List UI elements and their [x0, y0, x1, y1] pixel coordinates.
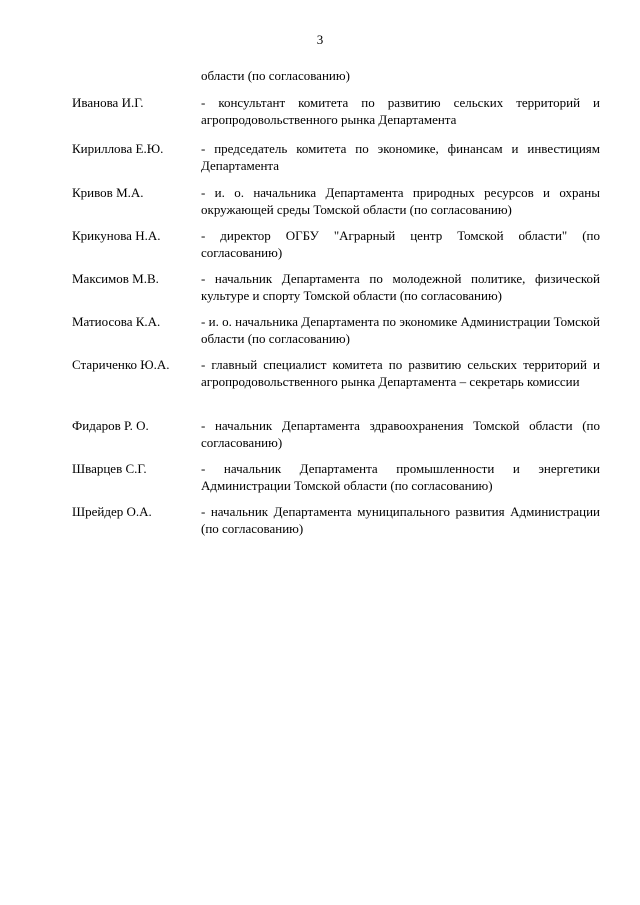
member-row [72, 140, 600, 184]
member-role: - начальник Департамента муниципального развития Администрации (по согласованию) [201, 504, 600, 536]
member-name: Шварцев С.Г. [72, 461, 147, 476]
member-row [72, 417, 600, 460]
member-role: - начальник Департамента здравоохранения Томской области (по согласованию) [201, 418, 600, 450]
member-name: Матиосова К.А. [72, 314, 161, 329]
member-name: Максимов М.В. [72, 271, 159, 286]
member-role: - директор ОГБУ "Аграрный центр Томской области" (по согласованию) [201, 228, 600, 260]
page-number: 3 [316, 32, 324, 47]
member-row [72, 94, 600, 140]
member-name: Иванова И.Г. [72, 95, 144, 110]
member-name: Кривов М.А. [72, 185, 144, 200]
member-role: - и. о. начальника Департамента по экономике Администрации Томской области (по согласованию) [201, 314, 600, 346]
member-row [72, 184, 600, 227]
member-row [72, 270, 600, 313]
member-name: Стариченко Ю.А. [72, 357, 170, 372]
member-role: - начальник Департамента по молодежной политике, физической культуре и спорту Томской области (по согласованию) [201, 271, 600, 303]
member-row [72, 460, 600, 503]
member-name: Фидаров Р. О. [72, 418, 149, 433]
member-role: - начальник Департамента промышленности и энергетики Администрации Томской области (по согласованию) [201, 461, 600, 493]
member-name: Кириллова Е.Ю. [72, 141, 164, 156]
member-row [72, 503, 600, 546]
member-row [72, 313, 600, 356]
member-role: - председатель комитета по экономике, финансам и инвестициям Департамента [201, 141, 600, 173]
member-name: Крикунова Н.А. [72, 228, 161, 243]
member-role: - консультант комитета по развитию сельских территорий и агропродовольственного рынка Департамента [201, 95, 600, 127]
member-row [72, 227, 600, 270]
member-row [72, 356, 600, 417]
member-name: Шрейдер О.А. [72, 504, 152, 519]
commission-member-list [72, 94, 600, 546]
continuation-text: области (по согласованию) [201, 68, 350, 83]
member-role: - и. о. начальника Департамента природных ресурсов и охраны окружающей среды Томской области (по согласованию) [201, 185, 600, 217]
member-role: - главный специалист комитета по развитию сельских территорий и агропродовольственного рынка Департамента – секретарь комиссии [201, 357, 600, 389]
